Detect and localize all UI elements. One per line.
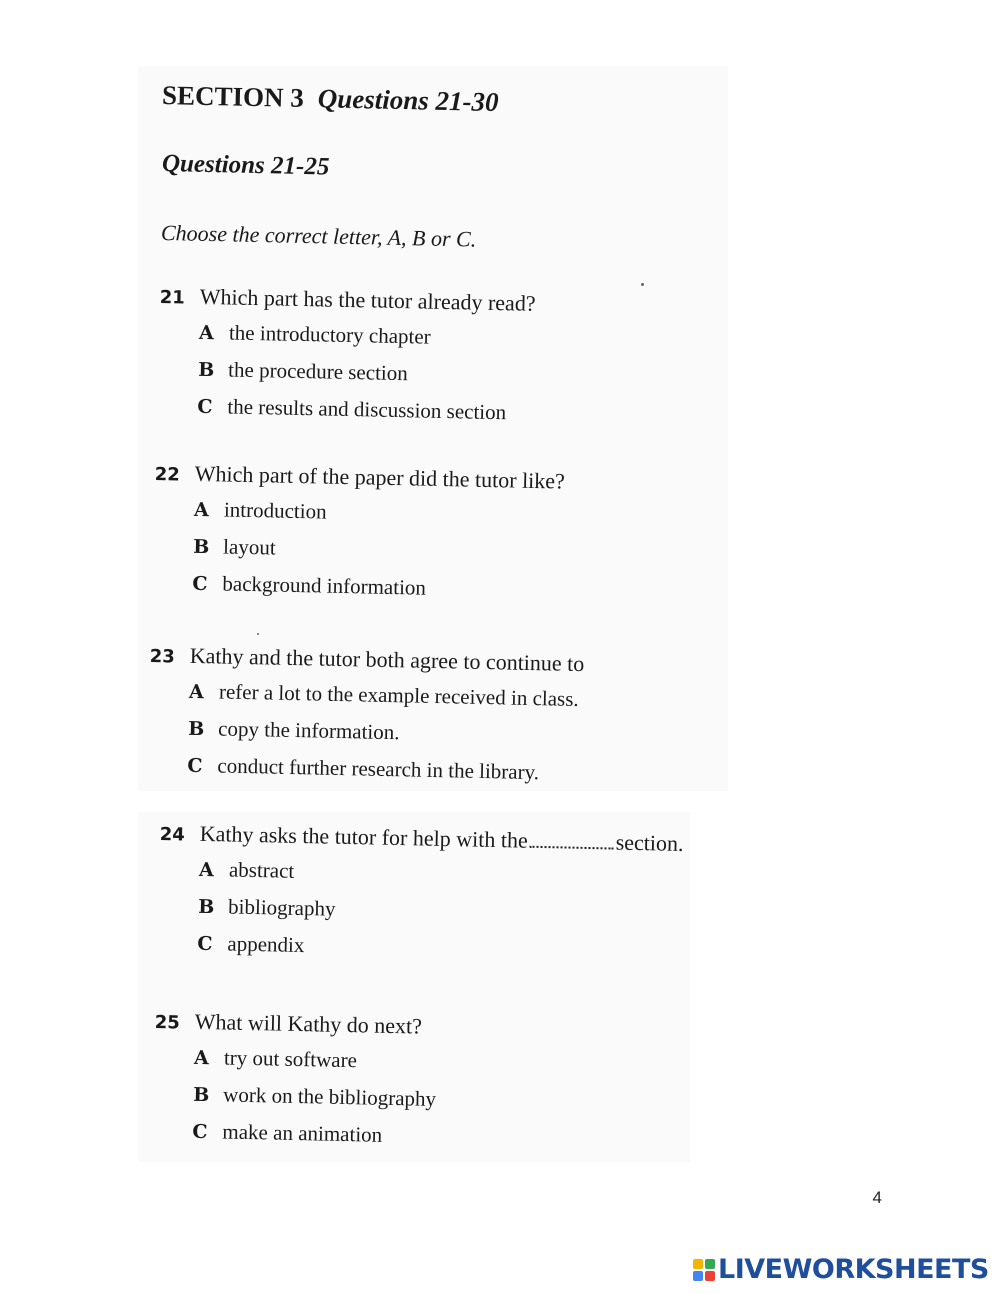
question-24 (157, 820, 684, 972)
option-text: the results and discussion section (227, 394, 507, 425)
option-letter: C (192, 572, 208, 596)
question-number: 25 (154, 1011, 180, 1034)
question-text: Which part has the tutor already read? (199, 283, 536, 316)
instruction-text: Choose the correct letter, A, B or C. (160, 220, 477, 252)
option-text: refer a lot to the example received in class. (218, 679, 579, 711)
option-text: layout (222, 534, 276, 560)
option-text: conduct further research in the library. (217, 753, 540, 785)
question-number: 22 (154, 463, 180, 486)
question-25 (152, 1008, 438, 1155)
option-b[interactable] (153, 1075, 437, 1118)
option-letter: C (197, 395, 213, 419)
question-text-before: Kathy asks the tutor for help with the (199, 820, 529, 853)
option-text: try out software (223, 1045, 358, 1073)
question-23 (147, 642, 585, 792)
scan-speck (641, 283, 644, 286)
question-number: 21 (159, 286, 185, 309)
option-c[interactable] (152, 564, 563, 610)
option-c[interactable] (152, 1112, 436, 1155)
section-label: SECTION 3 (161, 80, 305, 113)
option-letter: B (197, 358, 215, 382)
option-letter: B (192, 1083, 210, 1107)
question-text: What will Kathy do next? (194, 1008, 423, 1039)
question-text-after: section. (615, 829, 684, 856)
question-21 (157, 283, 536, 432)
option-letter: B (197, 895, 215, 919)
logo-square (693, 1259, 703, 1269)
page-number: 4 (872, 1188, 882, 1207)
option-text: appendix (227, 931, 305, 958)
option-letter: A (193, 498, 209, 522)
sub-heading: Questions 21-25 (161, 150, 330, 181)
option-text: the procedure section (227, 357, 409, 386)
option-text: the introductory chapter (228, 320, 431, 349)
liveworksheets-logo-icon (693, 1259, 715, 1281)
question-text: Kathy and the tutor both agree to continue to (189, 642, 585, 677)
option-letter: B (187, 717, 205, 741)
answer-blank[interactable] (530, 832, 614, 850)
scan-speck (257, 633, 259, 635)
option-a[interactable] (154, 1038, 438, 1081)
option-text: work on the bibliography (222, 1082, 437, 1111)
liveworksheets-brand[interactable] (693, 1254, 989, 1285)
option-text: copy the information. (217, 716, 400, 745)
option-text: background information (222, 571, 427, 600)
option-letter: C (192, 1120, 208, 1144)
option-letter: B (192, 535, 210, 559)
option-text: make an animation (222, 1119, 383, 1147)
logo-square (693, 1271, 703, 1281)
option-letter: A (198, 321, 214, 345)
option-text: abstract (228, 857, 295, 883)
logo-square (705, 1271, 715, 1281)
question-22 (152, 460, 565, 610)
question-text: Which part of the paper did the tutor like? (194, 460, 566, 494)
option-letter: C (197, 932, 213, 956)
option-text: bibliography (227, 894, 336, 921)
option-letter: A (198, 858, 214, 882)
question-number: 23 (149, 645, 175, 668)
option-c[interactable] (157, 387, 534, 432)
option-letter: A (193, 1046, 209, 1070)
option-letter: C (187, 754, 203, 778)
brand-name: LIVEWORKSHEETS (718, 1254, 989, 1285)
question-number: 24 (159, 823, 185, 846)
option-letter: A (188, 680, 204, 704)
option-c[interactable] (147, 746, 582, 792)
logo-square (705, 1259, 715, 1269)
option-text: introduction (223, 497, 327, 524)
section-questions-range: Questions 21-30 (317, 83, 499, 118)
